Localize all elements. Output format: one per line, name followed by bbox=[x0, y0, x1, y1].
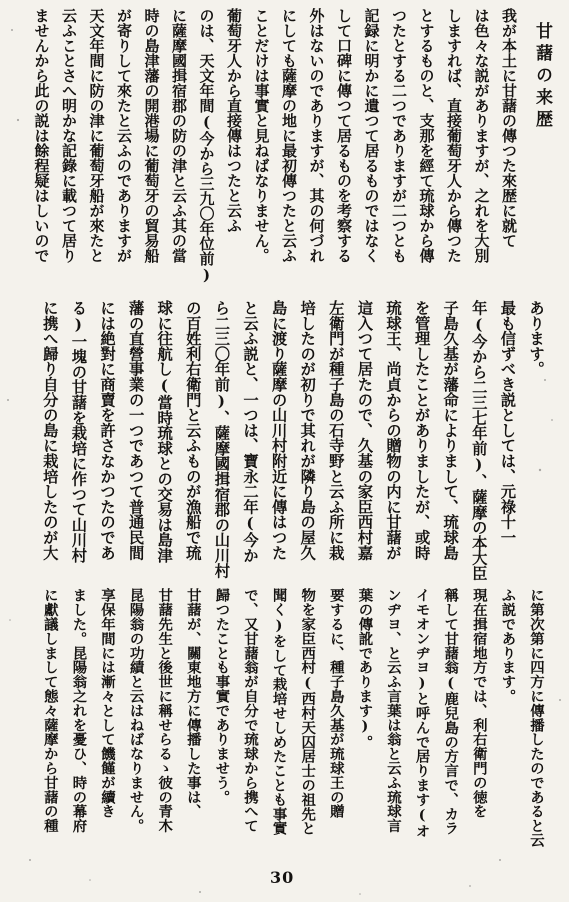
text-column: 享保年間には漸々として饑饉が續き bbox=[99, 588, 116, 819]
text-column: は色々な説がありますが、之れを大別 bbox=[472, 8, 491, 263]
text-column: で、又甘藷翁が自分で琉球から携へて bbox=[242, 588, 259, 833]
text-column: 時の島津藩の開港場に葡萄牙の貿易船 bbox=[142, 8, 161, 263]
text-column: 葉の傳訛であります)。 bbox=[356, 588, 374, 749]
text-column: ませんから此の説は餘程疑はしいので bbox=[32, 8, 51, 263]
text-column: 物を家臣西村(西村天囚居士の祖先と bbox=[299, 588, 317, 836]
text-column: して口碑に傳つて居るものを考察する bbox=[335, 8, 353, 263]
text-column: 最も信ずべき説としては、元祿十一 bbox=[498, 300, 517, 545]
text-column: 昆陽翁の功績と云はねばなりません。 bbox=[127, 588, 145, 833]
text-column: イモオンヂヨ)と呼んで居ります(オ bbox=[413, 588, 431, 838]
text-column: ンヂヨ、と云ふ言葉は翁と云ふ琉球言 bbox=[385, 588, 402, 833]
text-column: に携へ歸り自分の島に栽培したのが大 bbox=[40, 300, 59, 561]
text-column: 島に渡り薩摩の山川村附近に傳はつた bbox=[269, 300, 288, 561]
text-column: が寄りして來たと云ふのでありますが bbox=[115, 8, 133, 263]
text-column: 歸つたことも事實でありませう。 bbox=[213, 588, 231, 804]
text-column: を管理したことがありましたが、或時 bbox=[412, 300, 431, 561]
text-column: とするものと、支那を經て琉球から傳 bbox=[417, 8, 436, 263]
text-column: 這入つて居たので、久基の家臣西村嘉 bbox=[355, 300, 374, 561]
page-number: 30 bbox=[270, 868, 295, 887]
text-column: 球に往航し(當時琉球との交易は島津 bbox=[155, 300, 174, 563]
text-column: ふ説であります。 bbox=[499, 588, 517, 704]
text-column: の百姓利右衛門と云ふものが漁船で琉 bbox=[183, 300, 202, 561]
text-column: しますれば、直接葡萄牙人から傳つた bbox=[445, 8, 463, 263]
text-column: には絶對に商賣を許さなかつたのであ bbox=[98, 300, 116, 561]
text-column: 琉球王、尚貞からの贈物の内に甘藷が bbox=[384, 300, 402, 561]
text-column: 子島久基が藩命によりまして、琉球島 bbox=[441, 300, 460, 561]
text-column: 我が本土に甘藷の傳つた來歴に就て bbox=[500, 8, 518, 248]
text-column: 記録に明かに遺つて居るものではなく bbox=[362, 8, 381, 263]
text-column: に薩摩國揖宿郡の防の津と云ふ其の當 bbox=[170, 8, 188, 263]
text-column: 外はないのでありますが、其の何づれ bbox=[307, 8, 326, 263]
text-column: 甘藷先生と後世に稱せらるゝ彼の青木 bbox=[156, 588, 174, 833]
text-column: 天文年間に防の津に葡萄牙船が來たと bbox=[87, 8, 106, 263]
text-column: 年(今から二三七年前)、薩摩の本大臣 bbox=[469, 300, 488, 581]
text-column: ことだけは事實と見ねばなりません。 bbox=[252, 8, 271, 263]
text-column: 藩の直營事業の一つであつて普通民間 bbox=[126, 300, 145, 561]
text-column: 葡萄牙人から直接傳はつたと云ふ bbox=[225, 8, 243, 233]
text-column: 要するに、種子島久基が琉球王の贈 bbox=[327, 588, 345, 819]
text-column: 聞く)をして栽培せしめたことも事實 bbox=[270, 588, 288, 836]
text-column: のは、天文年間(今から三九〇年位前) bbox=[197, 8, 216, 284]
text-column: 現在揖宿地方では、利右衛門の徳を bbox=[470, 588, 488, 819]
text-column: 培したのが初りで其れが隣り島の屋久 bbox=[298, 300, 317, 561]
text-column: に獻議しまして態々薩摩から甘藷の種 bbox=[41, 588, 59, 833]
text-column: あります。 bbox=[527, 300, 545, 377]
text-column: 甘藷が、關東地方に傳播した事は、 bbox=[184, 588, 202, 819]
text-column: と云ふ説と、一つは、寶永二年(今か bbox=[241, 300, 259, 563]
text-column: 稱して甘藷翁(鹿兒島の方言で、カラ bbox=[442, 588, 460, 836]
text-column: ました。昆陽翁之れを憂ひ、時の幕府 bbox=[70, 588, 88, 833]
text-column: つたとする二つでありますが二つとも bbox=[390, 8, 408, 263]
text-column: にしても薩摩の地に最初傳つたと云ふ bbox=[280, 8, 298, 263]
text-column: る)一塊の甘藷を栽培に作つて山川村 bbox=[69, 300, 88, 563]
text-column: に第次第に四方に傳播したのであると云 bbox=[528, 588, 545, 848]
text-column: ら二三〇年前)、薩摩國揖宿郡の山川村 bbox=[212, 300, 231, 579]
text-column: 左衛門が種子島の石寺野と云ふ所に栽 bbox=[326, 300, 345, 561]
text-column: 云ふことさへ明かな記錄に載つて居り bbox=[60, 8, 78, 263]
section-heading: 甘藷の来歴 bbox=[532, 22, 552, 132]
